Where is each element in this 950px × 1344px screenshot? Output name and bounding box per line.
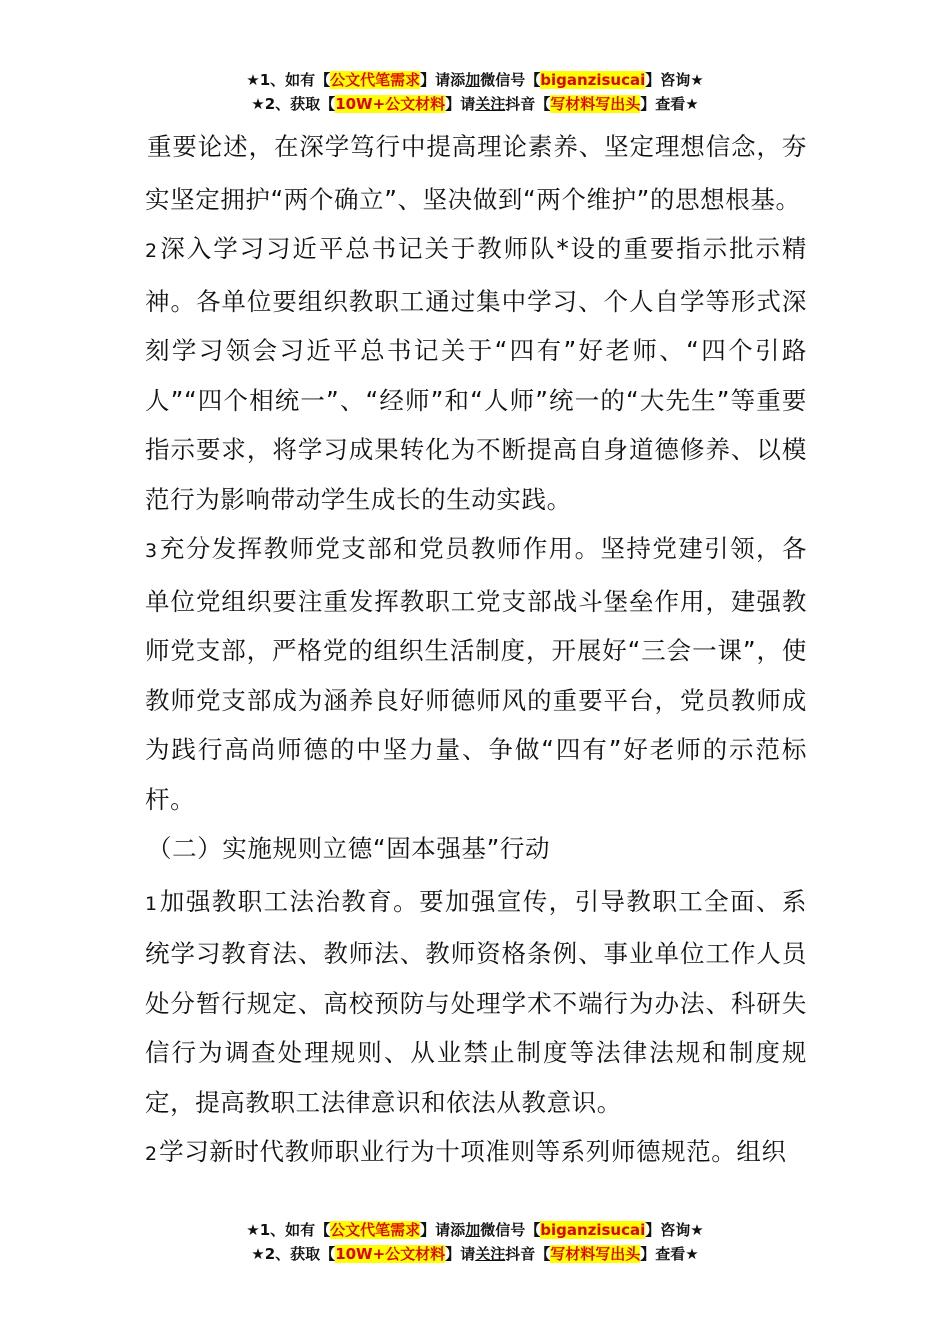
paragraph <box>145 122 807 224</box>
banner-text: 微信号【 <box>480 71 541 89</box>
item-number: 2 <box>145 240 158 262</box>
banner-highlight: 10W+公文材料 <box>335 95 446 113</box>
paragraph-text: 加强教职工法治教育。要加强宣传，引导教职工全面、系统学习教育法、教师法、教师资格条例、事业单位工作人员处分暂行规定、高校预防与处理学术不端行为办法、科研失信行为调查处理规则、从业禁止制度等法律法规和制度规定，提高教职工法律意识和依法从教意识。 <box>145 886 807 1117</box>
banner-text: 】查看★ <box>640 95 699 113</box>
banner-douyin-id: 写材料写出头 <box>550 95 641 113</box>
banner-text: 】请 <box>445 1245 476 1263</box>
item-number: 1 <box>145 892 158 915</box>
paragraph <box>145 1127 807 1180</box>
banner-text: 微信号【 <box>480 1221 541 1239</box>
banner-text: 】查看★ <box>640 1245 699 1263</box>
banner-wechat-id: biganzisucai <box>540 1221 646 1239</box>
banner-text: ★1、如有【 <box>246 1221 331 1239</box>
banner-text: ★1、如有【 <box>246 71 331 89</box>
paragraph-text: 深入学习习近平总书记关于教师队*设的重要指示批示精神。各单位要组织教职工通过集中学习、个人自学等形式深刻学习领会习近平总书记关于“四有”好老师、“四个引路人”“四个相统一”、“经师”和“人师”统一的“大先生”等重要指示要求，将学习成果转化为不断提高自身道德修养、以模范行为影响带动学生成长的生动实践。 <box>145 234 807 514</box>
banner-text: ★2、获取【 <box>251 1245 336 1263</box>
paragraph <box>145 524 807 824</box>
banner-underline: 关注 <box>475 95 506 113</box>
banner-underline: 加 <box>465 71 481 89</box>
banner-wechat-id: biganzisucai <box>540 71 646 89</box>
banner-text: ★2、获取【 <box>251 95 336 113</box>
section-heading <box>145 824 807 877</box>
banner-text: 】请 <box>445 95 476 113</box>
paragraph-text: 学习新时代教师职业行为十项准则等系列师德规范。组织 <box>159 1137 787 1166</box>
banner-text: 】咨询★ <box>645 1221 704 1239</box>
paragraph <box>145 877 807 1128</box>
banner-line-2 <box>0 92 950 116</box>
footer-banner <box>0 1218 950 1266</box>
banner-text: 】请添 <box>420 1221 466 1239</box>
banner-highlight: 公文代笔需求 <box>330 1221 421 1239</box>
item-number: 2 <box>145 1143 158 1165</box>
banner-text: 抖音【 <box>505 1245 551 1263</box>
paragraph-text: 充分发挥教师党支部和党员教师作用。坚持党建引领，各单位党组织要注重发挥教职工党支部战斗堡垒作用，建强教师党支部，严格党的组织生活制度，开展好“三会一课”，使教师党支部成为涵养良好师德师风的重要平台，党员教师成为践行高尚师德的中坚力量、争做“四有”好老师的示范标杆。 <box>145 534 807 814</box>
banner-highlight: 10W+公文材料 <box>335 1245 446 1263</box>
banner-text: 抖音【 <box>505 95 551 113</box>
banner-underline: 加 <box>465 1221 481 1239</box>
banner-line-2 <box>0 1242 950 1266</box>
banner-underline: 关注 <box>475 1245 506 1263</box>
banner-douyin-id: 写材料写出头 <box>550 1245 641 1263</box>
document-body <box>145 122 807 1180</box>
paragraph-text: 重要论述，在深学笃行中提高理论素养、坚定理想信念，夯实坚定拥护“两个确立”、坚决做到“两个维护”的思想根基。 <box>145 132 807 214</box>
paragraph-text: （二）实施规则立德“固本强基”行动 <box>147 834 551 863</box>
paragraph <box>145 224 807 524</box>
banner-line-1 <box>0 1218 950 1242</box>
banner-line-1 <box>0 68 950 92</box>
header-banner <box>0 68 950 116</box>
item-number: 3 <box>145 540 158 562</box>
banner-text: 】请添 <box>420 71 466 89</box>
banner-highlight: 公文代笔需求 <box>330 71 421 89</box>
banner-text: 】咨询★ <box>645 71 704 89</box>
